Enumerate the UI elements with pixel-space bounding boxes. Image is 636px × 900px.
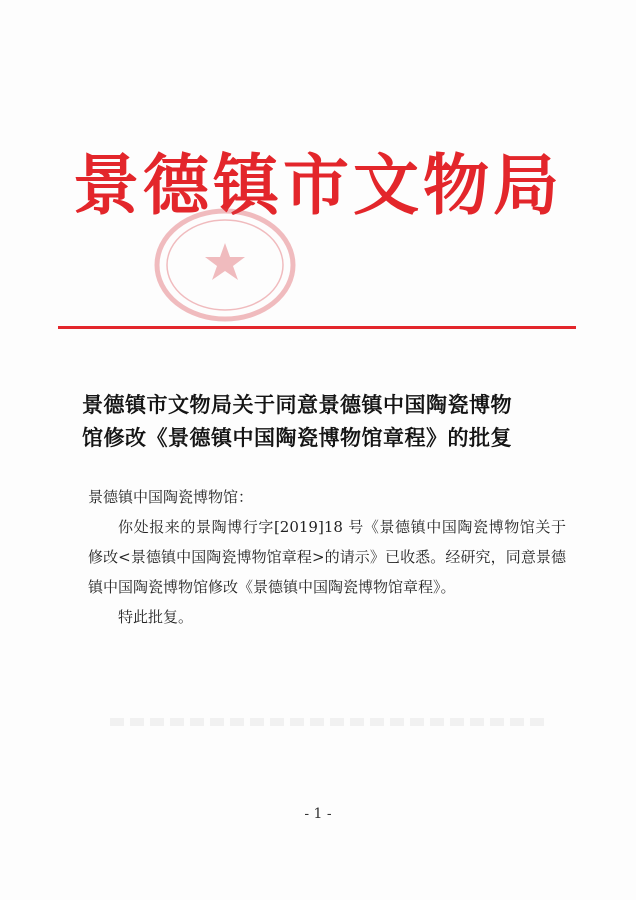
page-number: - 1 -: [304, 806, 332, 822]
main-paragraph: 你处报来的景陶博行字[2019]18 号《景德镇中国陶瓷博物馆关于修改<景德镇中国陶瓷博物馆章程>的请示》已收悉。经研究，同意景德镇中国陶瓷博物馆修改《景德镇中国陶瓷博物馆章程》。: [88, 518, 566, 596]
addressee: 景德镇中国陶瓷博物馆：: [88, 488, 254, 506]
closing-line: 特此批复。: [118, 608, 194, 626]
document-body: [88, 482, 566, 632]
issuer-masthead: 景德镇市文物局: [73, 146, 563, 224]
document-title: [82, 388, 572, 454]
title-line-2: 馆修改《景德镇中国陶瓷博物馆章程》的批复: [82, 425, 512, 450]
title-line-1: 景德镇市文物局关于同意景德镇中国陶瓷博物: [82, 392, 512, 417]
official-seal-icon: [150, 205, 300, 325]
bleed-through-text: [110, 718, 550, 726]
masthead-divider: [58, 326, 576, 329]
